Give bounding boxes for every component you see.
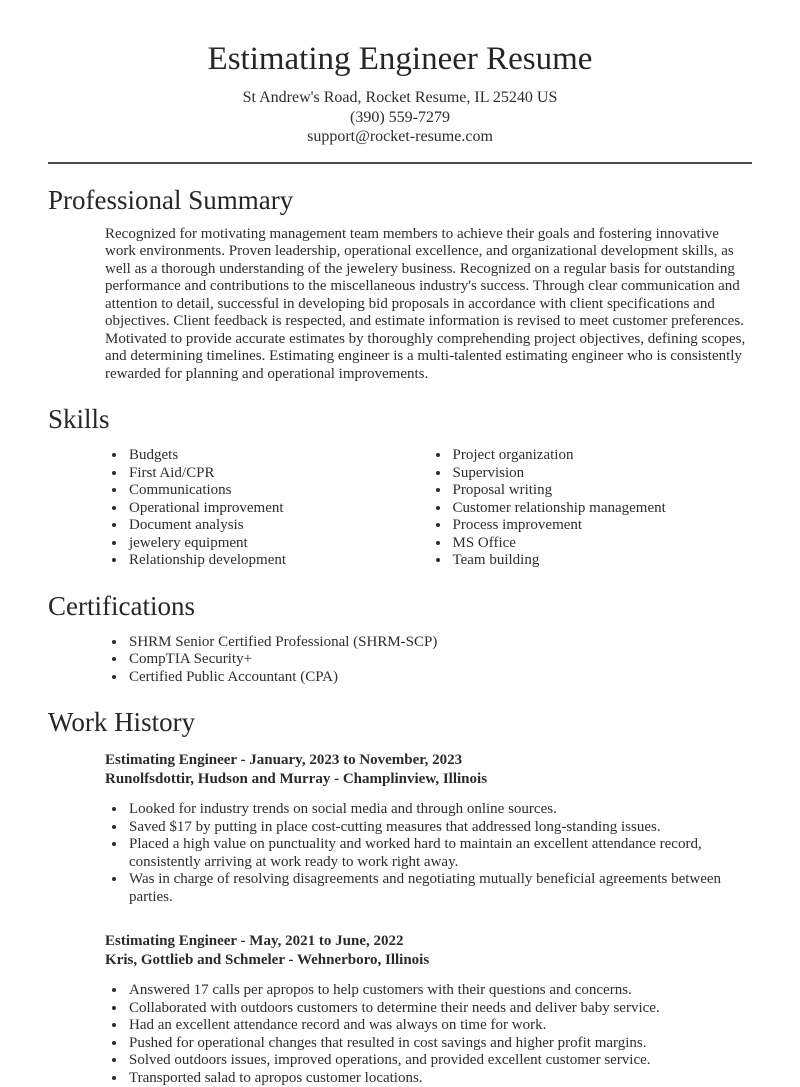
skills-list-right [429,447,753,570]
list-item: • Certified Public Accountant (CPA) [127,669,752,687]
list-item: • First Aid/CPR [127,465,429,483]
skills-list-left [105,447,429,570]
list-item: • Customer relationship management [451,500,753,518]
summary-heading: Professional Summary [48,183,752,217]
list-item: • Pushed for operational changes that resulted in cost savings and higher profit margins. [127,1035,752,1053]
work-history-heading: Work History [48,705,752,739]
job-entry [48,932,752,1087]
list-item: • SHRM Senior Certified Professional (SHRM-SCP) [127,634,752,652]
list-item: • Transported salad to apropos customer locations. [127,1070,752,1087]
list-item: • Answered 17 calls per apropos to help customers with their questions and concerns. [127,982,752,1000]
list-item: • CompTIA Security+ [127,651,752,669]
list-item: • Proposal writing [451,482,753,500]
certifications-list [105,634,752,687]
list-item: • Saved $17 by putting in place cost-cutting measures that addressed long-standing issues. [127,819,752,837]
summary-paragraph: Recognized for motivating management team members to achieve their goals and fostering innovative work environments. Proven leadership, operational excellence, and organizational development skills, as well as a thorough understanding of the jewelery business. Recognized on a regular basis for outstanding performance and contributions to the miscellaneous industry's success. Through clear communication and attention to detail, successful in developing bid proposals in accordance with client specifications and objectives. Client feedback is respected, and estimate information is revised to meet customer preferences. Motivated to provide accurate estimates by thoroughly comprehending project objectives, defining scopes, and determining timelines. Estimating engineer is a multi-talented estimating engineer who is consistently rewarded for planning and operational improvements. [105,226,752,384]
list-item: • Was in charge of resolving disagreements and negotiating mutually beneficial agreements between parties. [127,871,752,906]
job-company: Kris, Gottlieb and Schmeler - Wehnerboro, Illinois [105,951,752,970]
job-title: Estimating Engineer - January, 2023 to November, 2023 [105,751,752,770]
list-item: • jewelery equipment [127,535,429,553]
contact-address: St Andrew's Road, Rocket Resume, IL 25240 US [48,88,752,108]
skills-columns [105,436,752,570]
list-item: • Placed a high value on punctuality and worked hard to maintain an excellent attendance record, consistently arriving at work ready to work right away. [127,836,752,871]
list-item: • Collaborated with outdoors customers to determine their needs and deliver baby service. [127,1000,752,1018]
contact-email: support@rocket-resume.com [48,127,752,147]
job-entry [48,751,752,906]
job-title: Estimating Engineer - May, 2021 to June, 2022 [105,932,752,951]
resume-page [0,40,800,1087]
list-item: • Operational improvement [127,500,429,518]
certifications-heading: Certifications [48,589,752,623]
list-item: • Process improvement [451,517,753,535]
list-item: • MS Office [451,535,753,553]
job-company: Runolfsdottir, Hudson and Murray - Champlinview, Illinois [105,770,752,789]
list-item: • Project organization [451,447,753,465]
list-item: • Document analysis [127,517,429,535]
header-divider [48,162,752,164]
list-item: • Communications [127,482,429,500]
job-bullets [105,801,752,906]
skills-heading: Skills [48,402,752,436]
contact-phone: (390) 559-7279 [48,108,752,128]
list-item: • Team building [451,552,753,570]
list-item: • Looked for industry trends on social media and through online sources. [127,801,752,819]
list-item: • Budgets [127,447,429,465]
list-item: • Had an excellent attendance record and was always on time for work. [127,1017,752,1035]
list-item: • Relationship development [127,552,429,570]
list-item: • Supervision [451,465,753,483]
page-title: Estimating Engineer Resume [48,40,752,78]
list-item: • Solved outdoors issues, improved operations, and provided excellent customer service. [127,1052,752,1070]
